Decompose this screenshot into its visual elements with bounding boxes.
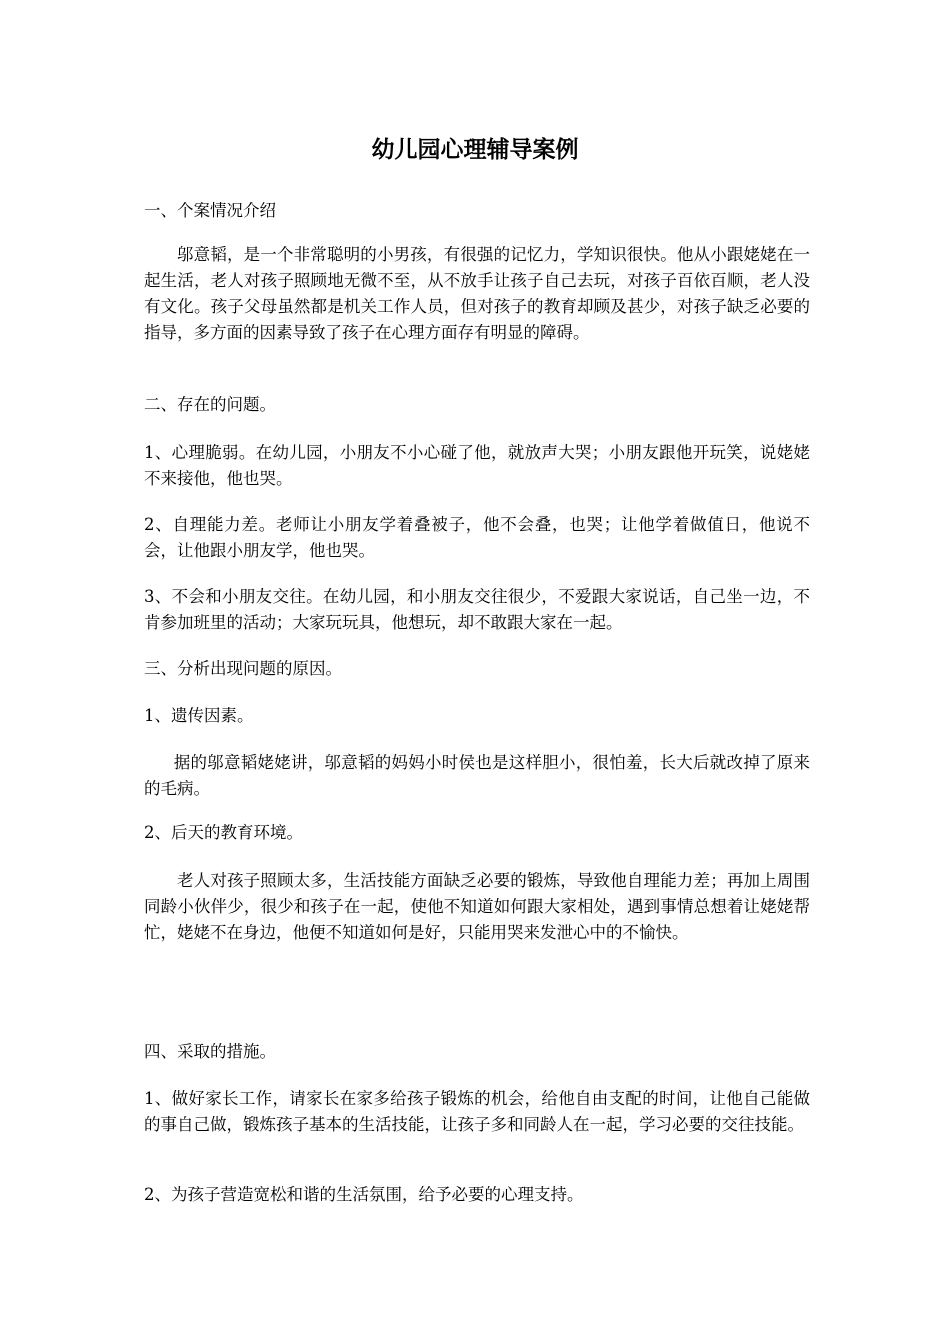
paragraph-case-intro: 邬意韬，是一个非常聪明的小男孩，有很强的记忆力，学知识很快。他从小跟姥姥在一起生活，老人对孩子照顾地无微不至，从不放手让孩子自己去玩，对孩子百依百顺，老人没有文化。孩子父母虽然都是机关工作人员，但对孩子的教育却顾及甚少，对孩子缺乏必要的指导，多方面的因素导致了孩子在心理方面存有明显的障碍。: [144, 245, 810, 342]
subheading-cause-environment: 2、后天的教育环境。: [144, 823, 303, 842]
paragraph-problem-3: 3、不会和小朋友交往。在幼儿园，和小朋友交往很少，不爱跟大家说话，自己坐一边，不肯参加班里的活动；大家玩玩具，他想玩，却不敢跟大家在一起。: [144, 587, 810, 632]
section-heading-causes: 三、分析出现问题的原因。: [144, 659, 342, 678]
paragraph-problem-2: 2、自理能力差。老师让小朋友学着叠被子，他不会叠，也哭；让他学着做值日，他说不会，让他跟小朋友学，他也哭。: [144, 515, 810, 560]
paragraph-cause-environment: 老人对孩子照顾太多，生活技能方面缺乏必要的锻炼，导致他自理能力差；再加上周围同龄小伙伴少，很少和孩子在一起，使他不知道如何跟大家相处，遇到事情总想着让姥姥帮忙，姥姥不在身边，他便不知道如何是好，只能用哭来发泄心中的不愉快。: [144, 871, 810, 942]
paragraph-measure-1: 1、做好家长工作，请家长在家多给孩子锻炼的机会，给他自由支配的时间，让他自己能做的事自己做，锻炼孩子基本的生活技能，让孩子多和同龄人在一起，学习必要的交往技能。: [144, 1089, 810, 1134]
section-heading-problems: 二、存在的问题。: [144, 395, 276, 414]
section-heading-case-intro: 一、个案情况介绍: [144, 201, 276, 220]
paragraph-problem-1: 1、心理脆弱。在幼儿园，小朋友不小心碰了他，就放声大哭；小朋友跟他开玩笑，说姥姥不来接他，他也哭。: [144, 443, 810, 488]
document-title: 幼儿园心理辅导案例: [371, 136, 579, 163]
paragraph-measure-2: 2、为孩子营造宽松和谐的生活氛围，给予必要的心理支持。: [144, 1185, 584, 1204]
paragraph-cause-heredity: 据的邬意韬姥姥讲，邬意韬的妈妈小时侯也是这样胆小，很怕羞，长大后就改掉了原来的毛病。: [144, 753, 810, 798]
section-heading-measures: 四、采取的措施。: [144, 1042, 276, 1061]
subheading-cause-heredity: 1、遗传因素。: [144, 706, 254, 725]
